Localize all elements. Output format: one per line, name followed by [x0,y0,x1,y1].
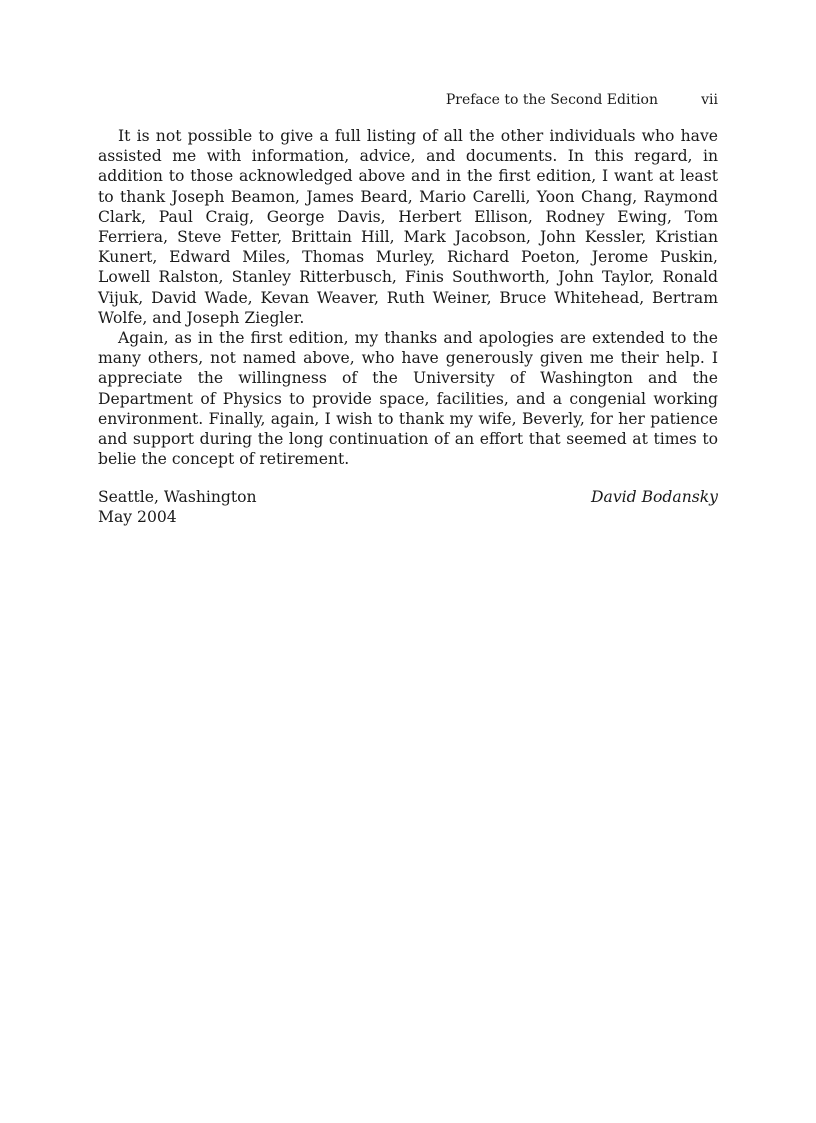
page-header [98,90,718,110]
signature-block [98,487,718,527]
signature-author: David Bodansky [591,488,718,506]
preface-body [98,126,718,469]
page-number: vii [701,92,718,108]
signature-place: Seattle, Washington [98,488,257,506]
running-title: Preface to the Second Edition [445,92,658,108]
paragraph-thanks: Again, as in the first edition, my thanks and apologies are extended to the many others, not named above, who have generously given me their help. I appreciate the willingness of the University of Washington and the Department of Physics to provide space, facilities, and a congenial working environment. Finally, again, I wish to thank my wife, Beverly, for her patience and support during the long continuation of an effort that seemed at times to belie the concept of retirement. [98,329,718,469]
signature-date: May 2004 [98,508,177,527]
paragraph-acknowledgments: It is not possible to give a full listing of all the other individuals who have assisted me with information, advice, and documents. In this regard, in addition to those acknowledged above and in the first edition, I want at least to thank Joseph Beamon, James Beard, Mario Carelli, Yoon Chang, Raymond Clark, Paul Craig, George Davis, Herbert Ellison, Rodney Ewing, Tom Ferriera, Steve Fetter, Brittain Hill, Mark Jacobson, John Kessler, Kristian Kunert, Edward Miles, Thomas Murley, Richard Poeton, Jerome Puskin, Lowell Ralston, Stanley Ritterbusch, Finis Southworth, John Taylor, Ronald Vijuk, David Wade, Kevan Weaver, Ruth Weiner, Bruce Whitehead, Bertram Wolfe, and Joseph Ziegler. [98,127,718,327]
